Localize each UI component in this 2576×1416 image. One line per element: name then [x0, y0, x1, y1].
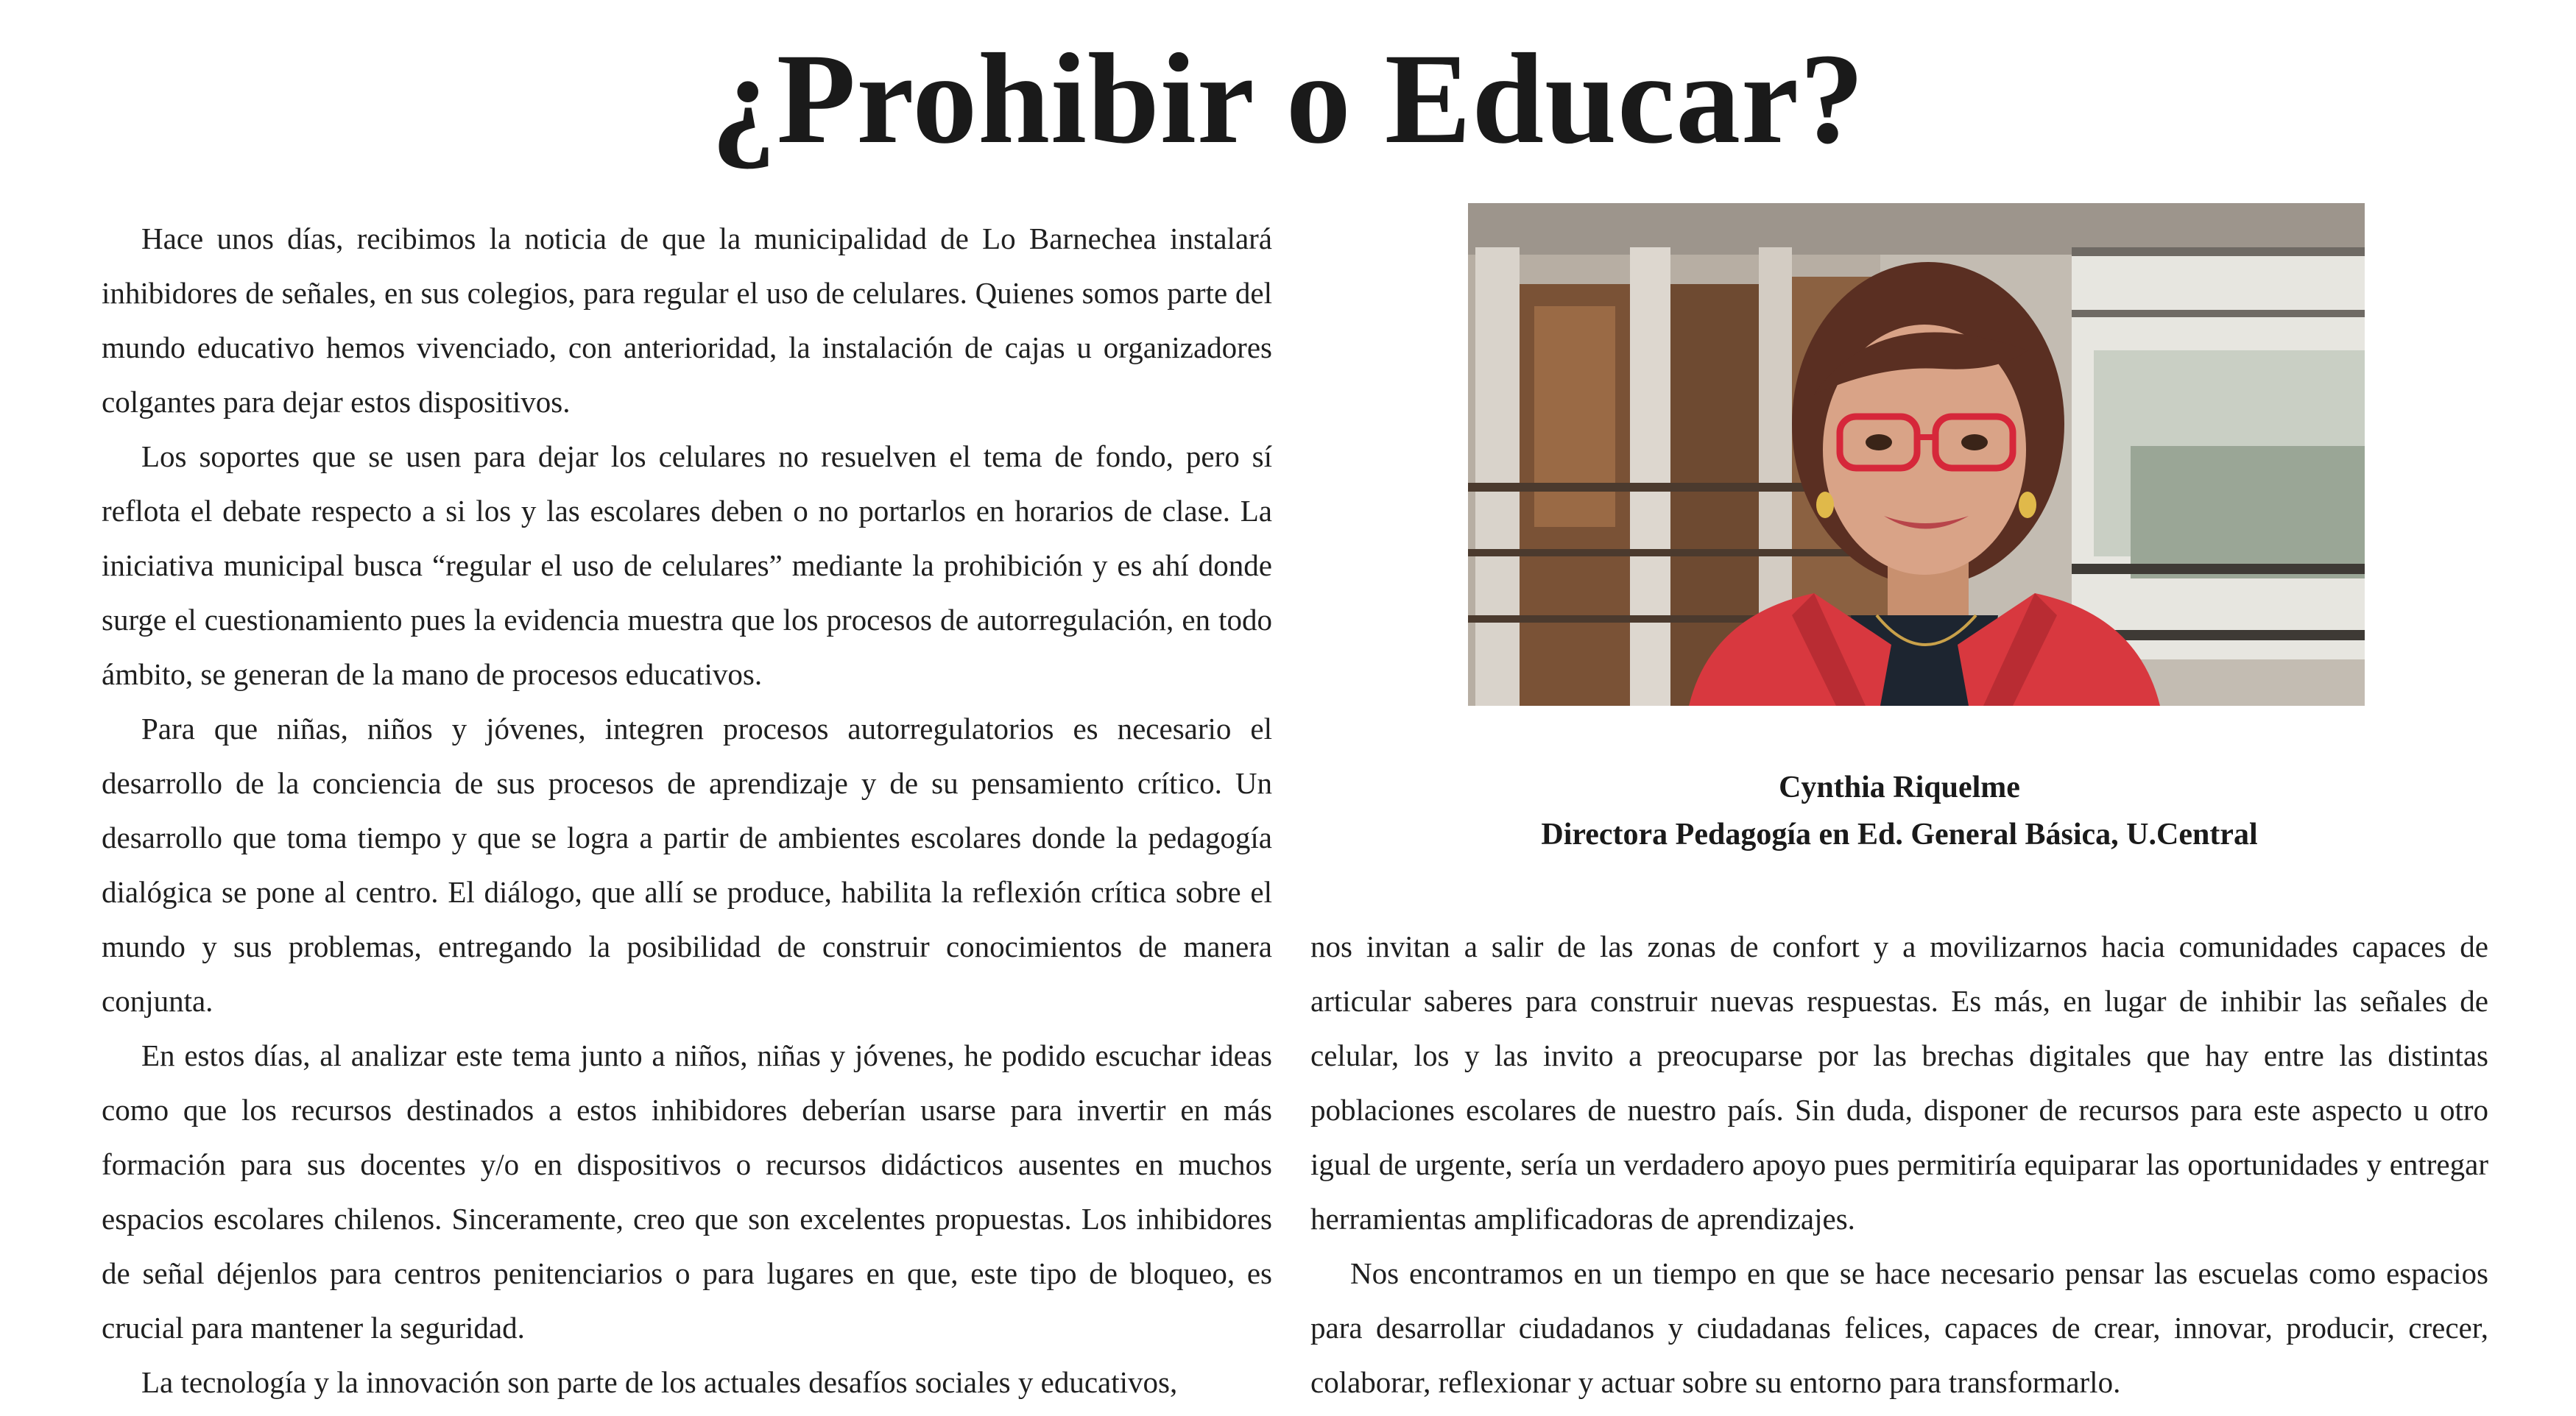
article-right-column	[1310, 919, 2488, 1409]
article-paragraph: nos invitan a salir de las zonas de confort y a movilizarnos hacia comunidades capaces de articular saberes para construir nuevas respuestas. Es más, en lugar de inhibir las señales de celular, los y las invito a preocuparse por las brechas digitales que hay entre las distintas poblaciones escolares de nuestro país. Sin duda, disponer de recursos para este aspecto u otro igual de urgente, sería un verdadero apoyo pues permitiría equiparar las oportunidades y entregar herramientas amplificadoras de aprendizajes.	[1310, 930, 2488, 1236]
article-paragraph: Los soportes que se usen para dejar los celulares no resuelven el tema de fondo, pero sí reflota el debate respecto a si los y las escolares deben o no portarlos en horarios de clase. La iniciativa municipal busca “regular el uso de celulares” mediante la prohibición y es ahí donde surge el cuestionamiento pues la evidencia muestra que los procesos de autorregulación, en todo ámbito, se generan de la mano de procesos educativos.	[102, 439, 1272, 691]
article-paragraph: Para que niñas, niños y jóvenes, integren procesos autorregulatorios es necesario el desarrollo de la conciencia de sus procesos de aprendizaje y de su pensamiento crítico. Un desarrollo que toma tiempo y que se logra a partir de ambientes escolares donde la pedagogía dialógica se pone al centro. El diálogo, que allí se produce, habilita la reflexión crítica sobre el mundo y sus problemas, entregando la posibilidad de construir conocimientos de manera conjunta.	[102, 712, 1272, 1018]
article-paragraph: En estos días, al analizar este tema junto a niños, niñas y jóvenes, he podido escuchar ideas como que los recursos destinados a estos inhibidores deberían usarse para invertir en más formación para sus docentes y/o en dispositivos o recursos didácticos ausentes en muchos espacios escolares chilenos. Sinceramente, creo que son excelentes propuestas. Los inhibidores de señal déjenlos para centros penitenciarios o para lugares en que, este tipo de bloqueo, es crucial para mantener la seguridad.	[102, 1038, 1272, 1345]
article-paragraph: Nos encontramos en un tiempo en que se hace necesario pensar las escuelas como espacios para desarrollar ciudadanos y ciudadanas felices, capaces de crear, innovar, producir, crecer, colaborar, reflexionar y actuar sobre su entorno para transformarlo.	[1310, 1256, 2488, 1399]
article-title: ¿Prohibir o Educar?	[710, 27, 1866, 171]
author-name: Cynthia Riquelme	[1779, 771, 2020, 804]
article-paragraph: La tecnología y la innovación son parte de los actuales desafíos sociales y educativos,	[141, 1365, 1178, 1399]
author-role: Directora Pedagogía en Ed. General Básica, U.Central	[1541, 818, 2258, 852]
author-photo	[1468, 203, 2365, 706]
photo-caption	[1310, 764, 2488, 858]
article-paragraph: Hace unos días, recibimos la noticia de que la municipalidad de Lo Barnechea instalará inhibidores de señales, en sus colegios, para regular el uso de celulares. Quienes somos parte del mundo educativo hemos vivenciado, con anterioridad, la instalación de cajas u organizadores colgantes para dejar estos dispositivos.	[102, 222, 1272, 419]
article-left-column	[102, 211, 1272, 1409]
